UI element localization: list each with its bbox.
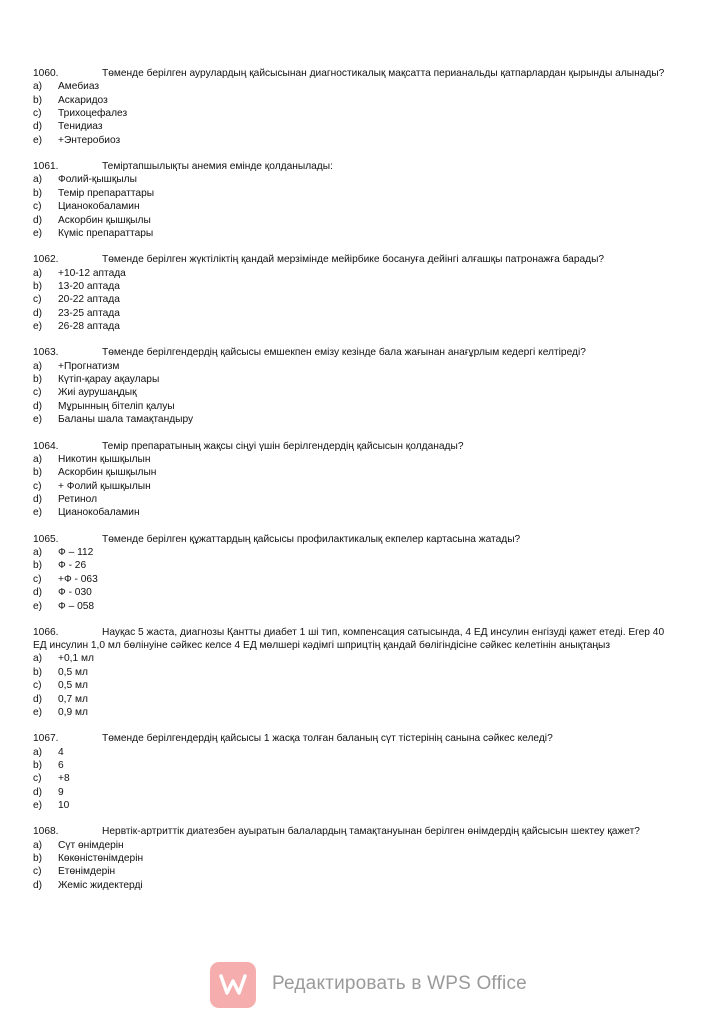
option-letter: a) bbox=[33, 746, 43, 758]
question-line bbox=[33, 346, 665, 359]
option-text: Күміс препараттары bbox=[58, 227, 154, 239]
option-text: +Прогнатизм bbox=[58, 360, 120, 372]
answer-option bbox=[33, 746, 665, 759]
answer-option bbox=[33, 679, 665, 692]
answer-option bbox=[33, 652, 665, 665]
answer-option bbox=[33, 173, 665, 186]
question-text: Төменде берілгендердің қайсысы емшекпен емізу кезінде бала жағынан анағұрлым кедергі келтіреді? bbox=[102, 347, 586, 359]
answer-option bbox=[33, 400, 665, 413]
question-line bbox=[33, 732, 665, 745]
option-text: Цианокобаламин bbox=[58, 201, 140, 213]
option-letter: e) bbox=[33, 227, 43, 239]
answer-option bbox=[33, 799, 665, 812]
question-line bbox=[33, 160, 665, 173]
option-letter: a) bbox=[33, 839, 43, 851]
option-letter: e) bbox=[33, 600, 43, 612]
option-letter: b) bbox=[33, 759, 43, 771]
answer-option bbox=[33, 107, 665, 120]
question-number: 1061. bbox=[33, 161, 59, 173]
option-text: Трихоцефалез bbox=[58, 107, 128, 119]
option-letter: a) bbox=[33, 546, 43, 558]
question-block bbox=[33, 440, 665, 520]
answer-option bbox=[33, 413, 665, 426]
answer-option bbox=[33, 134, 665, 147]
question-number: 1063. bbox=[33, 347, 59, 359]
option-letter: a) bbox=[33, 81, 43, 93]
answer-option bbox=[33, 280, 665, 293]
option-text: Тенидиаз bbox=[58, 121, 103, 133]
option-letter: d) bbox=[33, 786, 43, 798]
option-text: +10-12 аптада bbox=[58, 267, 126, 279]
option-text: 9 bbox=[58, 786, 64, 798]
option-text: Никотин қышқылын bbox=[58, 453, 151, 465]
question-list bbox=[33, 67, 665, 905]
answer-option bbox=[33, 120, 665, 133]
option-letter: c) bbox=[33, 294, 42, 306]
answer-option bbox=[33, 360, 665, 373]
option-letter: c) bbox=[33, 866, 42, 878]
wps-edit-label[interactable]: Редактировать в WPS Office bbox=[272, 973, 527, 994]
answer-option bbox=[33, 666, 665, 679]
answer-option bbox=[33, 546, 665, 559]
answer-option bbox=[33, 786, 665, 799]
option-text: Күтіп-қарау ақаулары bbox=[58, 374, 160, 386]
option-letter: d) bbox=[33, 307, 43, 319]
answer-option bbox=[33, 320, 665, 333]
question-text: Төменде берілген құжаттардың қайсысы профилактикалық екпелер картасына жатады? bbox=[102, 533, 521, 545]
answer-option bbox=[33, 600, 665, 613]
option-letter: c) bbox=[33, 107, 42, 119]
option-letter: e) bbox=[33, 507, 43, 519]
option-letter: c) bbox=[33, 201, 42, 213]
option-letter: a) bbox=[33, 360, 43, 372]
question-line bbox=[33, 825, 665, 838]
option-letter: c) bbox=[33, 573, 42, 585]
option-letter: b) bbox=[33, 187, 43, 199]
answer-option bbox=[33, 586, 665, 599]
option-letter: b) bbox=[33, 467, 43, 479]
option-text: 23-25 аптада bbox=[58, 307, 120, 319]
option-text: Аскаридоз bbox=[58, 94, 108, 106]
answer-option bbox=[33, 693, 665, 706]
option-text: 0,7 мл bbox=[58, 693, 88, 705]
question-number: 1064. bbox=[33, 440, 59, 452]
option-letter: d) bbox=[33, 494, 43, 505]
answer-option bbox=[33, 386, 665, 399]
option-text: Ретинол bbox=[58, 494, 98, 505]
option-text: Аскорбин қышқылын bbox=[58, 467, 157, 479]
option-text: Цианокобаламин bbox=[58, 507, 140, 519]
option-text: + Фолий қышқылын bbox=[58, 480, 151, 492]
option-text: +Энтеробиоз bbox=[58, 134, 121, 146]
option-letter: a) bbox=[33, 453, 43, 465]
option-letter: a) bbox=[33, 174, 43, 186]
question-text: Темір препаратының жақсы сіңуі үшін берілгендердің қайсысын қолданады? bbox=[102, 440, 464, 452]
option-letter: d) bbox=[33, 121, 43, 133]
option-text: +Ф - 063 bbox=[58, 573, 98, 585]
question-block bbox=[33, 346, 665, 426]
option-text: 13-20 аптада bbox=[58, 280, 120, 292]
question-text: Науқас 5 жаста, диагнозы Қантты диабет 1 ші тип, компенсация сатысында, 4 ЕД инсулин енгізуді қажет етеді. Егер 40 ЕД инсулин 1,0 мл бөлінуіне сәйкес келсе 4 ЕД мөлшері кәдімгі шприцтің қандай бөлігіндісіне сәйкес келетінін анықтаңыз bbox=[33, 626, 665, 652]
option-text: Мұрынның бітеліп қалуы bbox=[58, 400, 175, 412]
answer-option bbox=[33, 480, 665, 493]
question-text: Төменде берілген аурулардың қайсысынан диагностикалық мақсатта перианальды қатпарлардан қырынды алынады? bbox=[102, 68, 665, 79]
option-letter: b) bbox=[33, 280, 43, 292]
option-letter: b) bbox=[33, 374, 43, 386]
option-text: Ф - 030 bbox=[58, 587, 92, 599]
question-text: Нервтік-артриттік диатезбен ауыратын балалардың тамақтануынан берілген өнімдердің қайсысын шектеу қажет? bbox=[102, 826, 640, 838]
question-number: 1067. bbox=[33, 733, 59, 745]
option-letter: c) bbox=[33, 680, 42, 692]
option-text: Жеміс жидектерді bbox=[58, 879, 143, 891]
option-letter: d) bbox=[33, 400, 43, 412]
option-letter: c) bbox=[33, 480, 42, 492]
option-letter: d) bbox=[33, 214, 43, 226]
answer-option bbox=[33, 865, 665, 878]
option-letter: b) bbox=[33, 853, 43, 865]
option-text: Ф – 112 bbox=[58, 546, 94, 558]
option-text: Аскорбин қышқылы bbox=[58, 214, 151, 226]
option-text: 26-28 аптада bbox=[58, 321, 120, 333]
question-block bbox=[33, 626, 665, 719]
question-block bbox=[33, 253, 665, 333]
question-line bbox=[33, 626, 665, 652]
option-letter: a) bbox=[33, 653, 43, 665]
question-text: Төменде берілген жүктіліктің қандай мерзімінде мейірбике босануға дейінгі алғашқы патронажға барады? bbox=[102, 254, 605, 266]
option-letter: b) bbox=[33, 94, 43, 106]
answer-option bbox=[33, 94, 665, 107]
option-letter: d) bbox=[33, 693, 43, 705]
question-number: 1066. bbox=[33, 626, 59, 638]
option-letter: d) bbox=[33, 879, 43, 891]
answer-option bbox=[33, 187, 665, 200]
question-block bbox=[33, 67, 665, 147]
option-text: Жиі аурушаңдық bbox=[58, 387, 137, 399]
question-block bbox=[33, 160, 665, 240]
answer-option bbox=[33, 506, 665, 519]
option-letter: e) bbox=[33, 414, 43, 426]
answer-option bbox=[33, 493, 665, 506]
answer-option bbox=[33, 453, 665, 466]
answer-option bbox=[33, 759, 665, 772]
answer-option bbox=[33, 879, 665, 892]
answer-option bbox=[33, 293, 665, 306]
option-text: 6 bbox=[58, 759, 64, 771]
option-text: +0,1 мл bbox=[58, 653, 94, 665]
option-text: Темір препараттары bbox=[58, 187, 155, 199]
option-letter: e) bbox=[33, 706, 43, 718]
option-letter: d) bbox=[33, 587, 43, 599]
option-text: Ф - 26 bbox=[58, 560, 87, 572]
option-text: +8 bbox=[58, 773, 70, 785]
option-text: Фолий-қышқылы bbox=[58, 174, 137, 186]
question-block bbox=[33, 825, 665, 892]
option-letter: e) bbox=[33, 800, 43, 812]
option-text: Баланы шала тамақтандыру bbox=[58, 414, 194, 426]
answer-option bbox=[33, 373, 665, 386]
question-line bbox=[33, 533, 665, 546]
question-text: Төменде берілгендердің қайсысы 1 жасқа толған баланың сүт тістерінің санына сәйкес келеді? bbox=[102, 733, 553, 745]
option-text: Амебиаз bbox=[58, 81, 100, 93]
answer-option bbox=[33, 267, 665, 280]
question-block bbox=[33, 732, 665, 812]
option-letter: c) bbox=[33, 773, 42, 785]
answer-option bbox=[33, 839, 665, 852]
option-text: 10 bbox=[58, 800, 70, 812]
option-text: 20-22 аптада bbox=[58, 294, 120, 306]
answer-option bbox=[33, 573, 665, 586]
answer-option bbox=[33, 214, 665, 227]
option-text: 0,5 мл bbox=[58, 666, 88, 678]
option-letter: b) bbox=[33, 666, 43, 678]
answer-option bbox=[33, 466, 665, 479]
option-letter: b) bbox=[33, 560, 43, 572]
answer-option bbox=[33, 80, 665, 93]
question-number: 1068. bbox=[33, 826, 59, 838]
question-line bbox=[33, 253, 665, 266]
wps-logo-icon[interactable] bbox=[210, 962, 256, 1008]
option-letter: a) bbox=[33, 267, 43, 279]
option-text: 4 bbox=[58, 746, 64, 758]
option-letter: c) bbox=[33, 387, 42, 399]
question-number: 1062. bbox=[33, 254, 59, 266]
answer-option bbox=[33, 706, 665, 719]
answer-option bbox=[33, 772, 665, 785]
wps-edit-banner[interactable] bbox=[210, 962, 540, 1008]
option-text: Көкөністөнімдерін bbox=[58, 853, 144, 865]
answer-option bbox=[33, 852, 665, 865]
question-text: Теміртапшылықты анемия емінде қолданылады: bbox=[102, 161, 333, 173]
question-number: 1065. bbox=[33, 533, 59, 545]
option-text: 0,9 мл bbox=[58, 706, 88, 718]
question-block bbox=[33, 533, 665, 613]
answer-option bbox=[33, 559, 665, 572]
option-text: Сүт өнімдерін bbox=[58, 839, 124, 851]
answer-option bbox=[33, 307, 665, 320]
option-text: 0,5 мл bbox=[58, 680, 88, 692]
question-line bbox=[33, 440, 665, 453]
question-number: 1060. bbox=[33, 68, 59, 79]
option-text: Етөнімдерін bbox=[58, 866, 116, 878]
wps-w-mark-icon bbox=[219, 973, 247, 997]
option-letter: e) bbox=[33, 321, 43, 333]
option-text: Ф – 058 bbox=[58, 600, 95, 612]
question-line bbox=[33, 67, 665, 80]
answer-option bbox=[33, 200, 665, 213]
answer-option bbox=[33, 227, 665, 240]
option-letter: e) bbox=[33, 134, 43, 146]
